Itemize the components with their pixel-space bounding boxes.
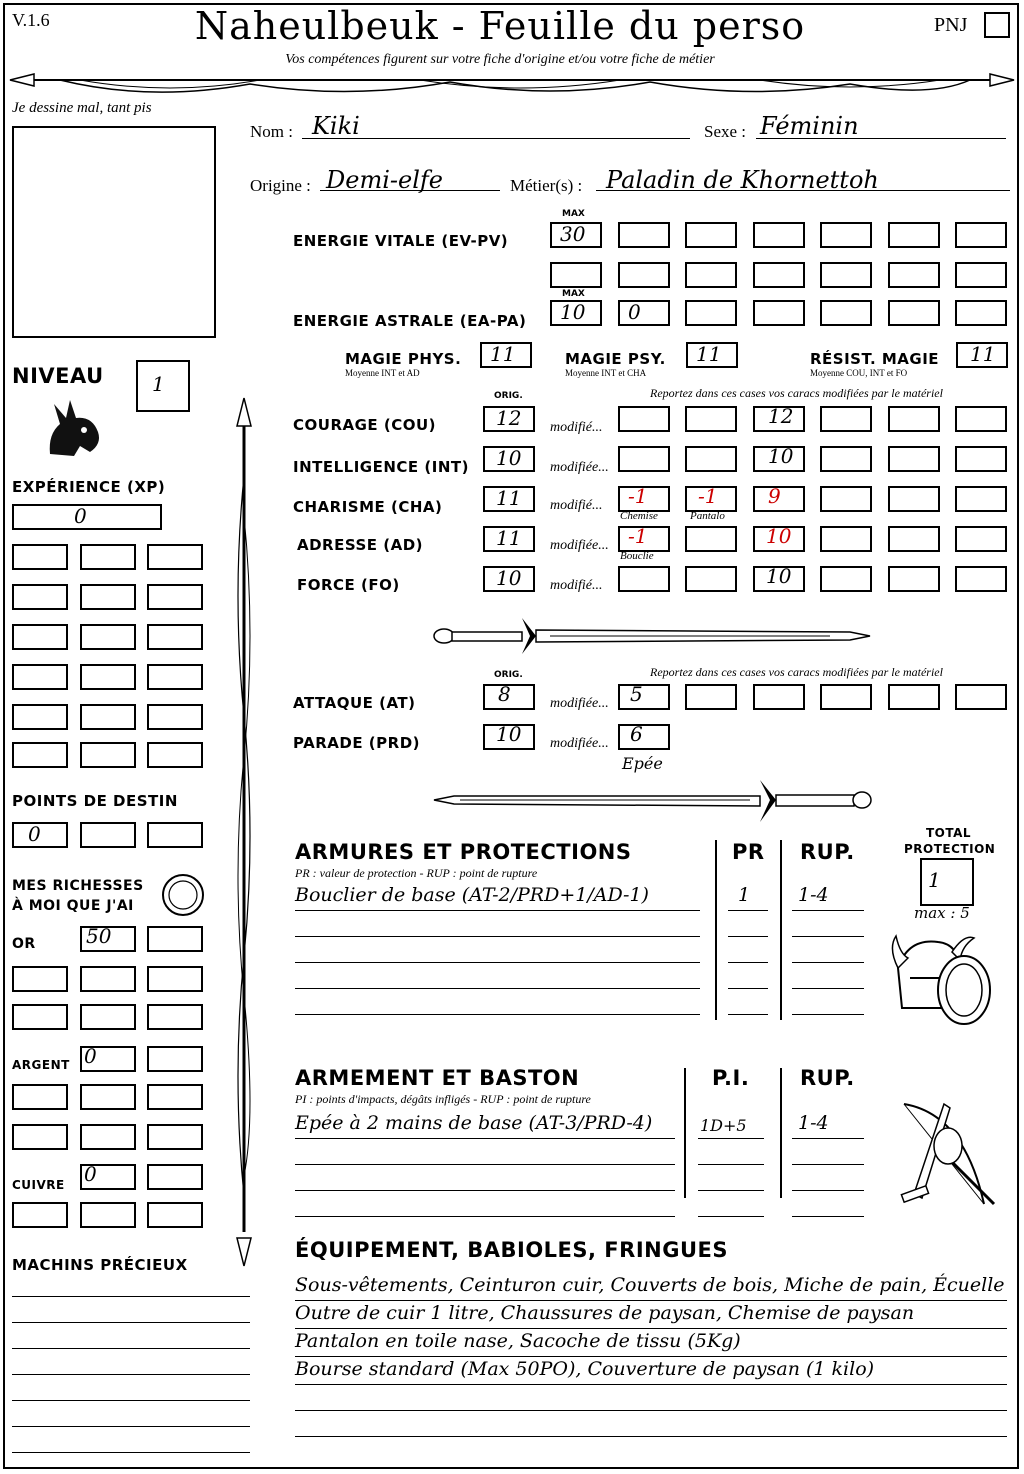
total-protection-value: 1 [928,868,941,892]
ea-box[interactable] [955,300,1007,326]
prd-label: PARADE (PRD) [293,734,421,752]
fo-orig-value: 10 [496,566,522,590]
total-protection-label-2: PROTECTION [904,842,996,856]
machins-line[interactable] [12,1400,250,1401]
ea-box[interactable] [888,300,940,326]
int-mod-box[interactable] [685,446,737,472]
cou-orig-value: 12 [496,406,522,430]
argent-box[interactable] [80,1084,136,1110]
equipment-title: ÉQUIPEMENT, BABIOLES, FRINGUES [295,1238,728,1262]
armor-pr-line[interactable] [728,962,768,963]
prd-mod-value: 6 [630,722,643,746]
ad-mod-value: 10 [766,524,792,548]
armor-rup-line[interactable] [792,1014,864,1015]
armor-rup-line[interactable] [792,988,864,989]
xp-value: 0 [74,504,87,528]
at-mod-box[interactable] [820,684,872,710]
ad-mod-box[interactable] [955,526,1007,552]
armor-rup-line[interactable] [792,962,864,963]
equipment-rule [295,1356,1007,1357]
weapon-caption: Epée [622,754,663,773]
resist-magie-sub: Moyenne COU, INT et FO [810,368,908,378]
destin-label: POINTS DE DESTIN [12,792,178,810]
at-mod-box[interactable] [888,684,940,710]
xp-grid-box[interactable] [12,584,68,610]
armor-pr-header: PR [732,840,765,864]
or-box[interactable] [147,926,203,952]
fo-mod-box[interactable] [955,566,1007,592]
ev-box[interactable] [550,262,602,288]
equipment-line-4[interactable]: Bourse standard (Max 50PO), Couverture de paysan (1 kilo) [295,1358,875,1380]
ea-box-2[interactable] [618,300,670,326]
version-label: V.1.6 [12,10,50,30]
cou-mod-box[interactable] [618,406,670,432]
weapons-title: ARMEMENT ET BASTON [295,1066,580,1090]
cha-mod-box[interactable] [955,486,1007,512]
nom-value[interactable]: Kiki [312,112,360,140]
int-mod-box[interactable] [955,446,1007,472]
report-note-2: Reportez dans ces cases vos caracs modifiées par le matériel [650,665,943,679]
armor-line[interactable] [295,988,700,989]
equipment-line-2[interactable]: Outre de cuir 1 litre, Chaussures de paysan, Chemise de paysan [295,1302,915,1324]
weapon-line[interactable] [295,1190,675,1191]
xp-grid-box[interactable] [147,624,203,650]
ev-max-value: 30 [560,222,586,246]
cou-mod-box[interactable] [888,406,940,432]
or-box[interactable] [12,966,68,992]
int-label: INTELLIGENCE (INT) [293,458,469,476]
machins-line[interactable] [12,1426,250,1427]
ev-box[interactable] [753,262,805,288]
weapons-rup-header: RUP. [800,1066,855,1090]
vertical-spear-icon [226,396,262,1268]
weapon-line [295,1138,675,1139]
xp-grid-box[interactable] [12,704,68,730]
fo-mod-box[interactable] [888,566,940,592]
helmet-shield-icon [888,928,998,1028]
armor-item-pr[interactable]: 1 [738,884,751,906]
weapon-line[interactable] [295,1216,675,1217]
ev-max-label: MAX [562,209,585,219]
sword-icon [430,776,874,826]
orig-label: ORIG. [494,391,523,401]
equipment-rule[interactable] [295,1436,1007,1437]
or-label: OR [12,936,36,952]
at-modif-label: modifiée... [550,696,609,711]
argent-box[interactable] [80,1124,136,1150]
equipment-rule [295,1300,1007,1301]
armor-pr-line[interactable] [728,988,768,989]
magie-phys-label: MAGIE PHYS. [345,350,462,368]
cuivre-box[interactable] [147,1164,203,1190]
weapon-pi-line[interactable] [698,1164,764,1165]
page-title: Naheulbeuk - Feuille du perso [194,4,806,48]
ea-current-value: 0 [628,300,641,324]
armor-pr-line[interactable] [728,1014,768,1015]
xp-grid-box[interactable] [80,742,136,768]
xp-box[interactable] [12,504,162,530]
at-mod-value: 5 [630,682,643,706]
armor-divider [715,840,717,1020]
ev-label: ENERGIE VITALE (EV-PV) [293,232,509,250]
ev-box[interactable] [820,222,872,248]
resist-magie-value: 11 [970,342,996,366]
weapon-rup-line[interactable] [792,1216,864,1217]
argent-box[interactable] [12,1124,68,1150]
weapons-divider [684,1068,686,1198]
xp-grid-box[interactable] [147,584,203,610]
machins-line[interactable] [12,1348,250,1349]
xp-grid-box[interactable] [80,704,136,730]
nom-line [302,138,690,139]
armor-line[interactable] [295,962,700,963]
niveau-label: NIVEAU [12,364,104,388]
cha-mod-2-value: -1 [698,484,718,508]
metier-label: Métier(s) : [510,176,583,195]
weapon-item-rup[interactable]: 1-4 [798,1112,829,1134]
armor-item-name[interactable]: Bouclier de base (AT-2/PRD+1/AD-1) [295,884,649,906]
cuivre-label: CUIVRE [12,1178,65,1192]
machins-line[interactable] [12,1452,250,1453]
xp-grid-box[interactable] [12,664,68,690]
total-protection-label-1: TOTAL [926,826,972,840]
weapon-pi-line[interactable] [698,1216,764,1217]
argent-value: 0 [84,1044,97,1068]
xp-grid-box[interactable] [12,742,68,768]
int-modif-label: modifiée... [550,460,609,475]
pnj-checkbox[interactable] [984,12,1010,38]
page-subtitle: Vos compétences figurent sur votre fiche d'origine et/ou votre fiche de métier [285,52,715,67]
ad-mod-box[interactable] [685,526,737,552]
cou-modif-label: modifié... [550,420,603,435]
sexe-label: Sexe : [704,122,747,141]
weapon-rup-line[interactable] [792,1164,864,1165]
ad-label: ADRESSE (AD) [297,536,424,554]
at-mod-box[interactable] [685,684,737,710]
ad-mod-1-caption: Bouclie [620,550,654,562]
magie-psy-value: 11 [696,342,722,366]
magie-phys-value: 11 [490,342,516,366]
equipment-rule [295,1328,1007,1329]
armor-pr-line[interactable] [728,936,768,937]
prd-modif-label: modifiée... [550,736,609,751]
fo-modif-label: modifié... [550,578,603,593]
origine-value[interactable]: Demi-elfe [326,166,443,194]
cha-mod-box[interactable] [820,486,872,512]
argent-box[interactable] [147,1084,203,1110]
int-mod-box[interactable] [820,446,872,472]
or-box[interactable] [12,1004,68,1030]
xp-grid-box[interactable] [147,742,203,768]
ev-box[interactable] [753,222,805,248]
ad-orig-value: 11 [496,526,522,550]
armor-rup-header: RUP. [800,840,855,864]
ev-box[interactable] [618,222,670,248]
cou-mod-box[interactable] [820,406,872,432]
weapons-divider [780,1068,782,1198]
machins-line[interactable] [12,1322,250,1323]
xp-grid-box[interactable] [147,704,203,730]
at-mod-box[interactable] [753,684,805,710]
equipment-line-3[interactable]: Pantalon en toile nase, Sacoche de tissu (5Kg) [295,1330,741,1352]
machins-label: MACHINS PRÉCIEUX [12,1256,188,1274]
xp-grid-box[interactable] [80,584,136,610]
xp-grid-box[interactable] [12,544,68,570]
cuivre-box[interactable] [80,1202,136,1228]
at-label: ATTAQUE (AT) [293,694,416,712]
orig-label-2: ORIG. [494,670,523,680]
weapon-line[interactable] [295,1164,675,1165]
ev-box[interactable] [685,262,737,288]
cha-mod-1-value: -1 [628,484,648,508]
at-mod-box[interactable] [955,684,1007,710]
weapon-item-pi[interactable]: 1D+5 [700,1116,747,1135]
niveau-value: 1 [152,372,165,396]
ev-box[interactable] [888,222,940,248]
sword-icon [430,612,874,660]
xp-grid-box[interactable] [12,624,68,650]
destin-value: 0 [28,822,41,846]
cuivre-value: 0 [84,1162,97,1186]
armor-divider [780,840,782,1020]
weapon-pi-line[interactable] [698,1190,764,1191]
cha-mod-1-caption: Chemise [620,510,658,522]
int-orig-value: 10 [496,446,522,470]
xp-label: EXPÉRIENCE (XP) [12,478,166,496]
coin-icon [160,872,206,918]
prd-mod-box[interactable] [618,724,670,750]
weapon-item-name[interactable]: Epée à 2 mains de base (AT-3/PRD-4) [295,1112,653,1134]
portrait-caption: Je dessine mal, tant pis [12,100,152,116]
xp-grid-box[interactable] [80,664,136,690]
prd-orig-value: 10 [496,722,522,746]
dragon-icon [40,394,106,464]
ad-mod-1-value: -1 [628,524,648,548]
ev-box[interactable] [685,222,737,248]
ad-mod-box[interactable] [820,526,872,552]
cha-label: CHARISME (CHA) [293,498,443,516]
or-box[interactable] [80,1004,136,1030]
destin-box[interactable] [147,822,203,848]
cou-mod-value: 12 [768,404,794,428]
armor-rup-line[interactable] [792,936,864,937]
weapons-pi-header: P.I. [712,1066,750,1090]
armor-note: PR : valeur de protection - RUP : point de rupture [295,866,538,880]
equipment-rule[interactable] [295,1410,1007,1411]
cha-mod-box[interactable] [888,486,940,512]
ea-max-value: 10 [560,300,586,324]
ad-mod-box[interactable] [888,526,940,552]
cou-mod-box[interactable] [955,406,1007,432]
fo-mod-box[interactable] [618,566,670,592]
argent-label: ARGENT [12,1058,70,1072]
xp-grid-box[interactable] [80,544,136,570]
spear-divider-icon [0,66,1024,110]
armor-rup-line [792,910,864,911]
ev-box[interactable] [618,262,670,288]
richesses-label-2: À MOI QUE J'AI [12,898,134,914]
ea-max-label: MAX [562,289,585,299]
armor-item-rup[interactable]: 1-4 [798,884,829,906]
at-orig-value: 8 [498,682,511,706]
nom-label: Nom : [250,122,293,141]
ea-box[interactable] [753,300,805,326]
magie-psy-sub: Moyenne INT et CHA [565,368,647,378]
armor-title: ARMURES ET PROTECTIONS [295,840,632,864]
magie-psy-label: MAGIE PSY. [565,350,666,368]
ea-label: ENERGIE ASTRALE (EA-PA) [293,312,527,330]
cha-mod-value: 9 [768,484,781,508]
machins-line[interactable] [12,1296,250,1297]
int-mod-box[interactable] [618,446,670,472]
sexe-value[interactable]: Féminin [760,112,859,140]
xp-grid-box[interactable] [80,624,136,650]
weapon-rup-line[interactable] [792,1190,864,1191]
cha-orig-value: 11 [496,486,522,510]
ev-box[interactable] [888,262,940,288]
armor-line[interactable] [295,936,700,937]
or-box[interactable] [147,966,203,992]
equipment-rule [295,1384,1007,1385]
max-protection-note: max : 5 [914,904,970,922]
ea-box[interactable] [685,300,737,326]
argent-box[interactable] [147,1124,203,1150]
at-mod-box[interactable] [618,684,670,710]
weapon-rup-line [792,1138,864,1139]
machins-line[interactable] [12,1374,250,1375]
or-box[interactable] [147,1004,203,1030]
fo-label: FORCE (FO) [297,576,400,594]
origine-label: Origine : [250,176,311,195]
or-box[interactable] [80,966,136,992]
richesses-label-1: MES RICHESSES [12,878,144,894]
argent-box[interactable] [147,1046,203,1072]
weapons-icon [884,1094,1004,1218]
magie-phys-sub: Moyenne INT et AD [345,368,420,378]
ev-box[interactable] [955,262,1007,288]
fo-mod-box[interactable] [820,566,872,592]
ev-box[interactable] [955,222,1007,248]
fo-mod-value: 10 [766,564,792,588]
fo-mod-box[interactable] [685,566,737,592]
portrait-box[interactable] [12,126,216,338]
weapon-pi-line [698,1138,764,1139]
armor-pr-line [728,910,768,911]
equipment-line-1[interactable]: Sous-vêtements, Ceinturon cuir, Couverts de bois, Miche de pain, Écuelle [295,1274,1005,1296]
cha-modif-label: modifié... [550,498,603,513]
cha-mod-2-caption: Pantalo [690,510,725,522]
armor-line [295,910,700,911]
ea-box[interactable] [820,300,872,326]
or-value: 50 [86,924,112,948]
report-note: Reportez dans ces cases vos caracs modifiées par le matériel [650,386,943,400]
cou-mod-box[interactable] [685,406,737,432]
pnj-label: PNJ [934,14,968,36]
xp-grid-box[interactable] [147,544,203,570]
cuivre-box[interactable] [12,1202,68,1228]
cuivre-box[interactable] [147,1202,203,1228]
armor-line[interactable] [295,1014,700,1015]
weapons-note: PI : points d'impacts, dégâts infligés - RUP : point de rupture [295,1092,591,1106]
metier-value[interactable]: Paladin de Khornettoh [606,166,879,194]
ev-box[interactable] [820,262,872,288]
int-mod-value: 10 [768,444,794,468]
cou-label: COURAGE (COU) [293,416,437,434]
int-mod-box[interactable] [888,446,940,472]
xp-grid-box[interactable] [147,664,203,690]
destin-box[interactable] [80,822,136,848]
argent-box[interactable] [12,1084,68,1110]
ad-modif-label: modifiée... [550,538,609,553]
resist-magie-label: RÉSIST. MAGIE [810,350,940,368]
